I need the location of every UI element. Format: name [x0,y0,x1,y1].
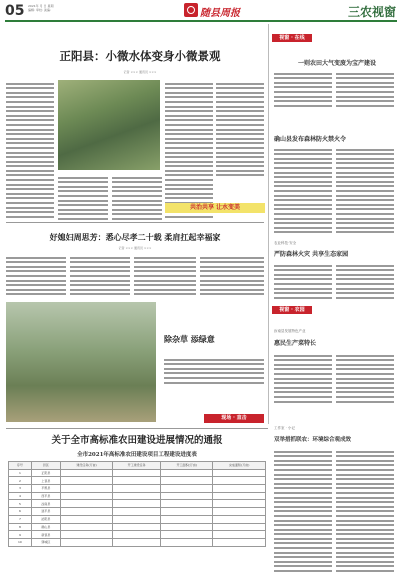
table-cell: 遂平县 [31,508,60,516]
table-cell [113,523,161,531]
table-row [9,492,266,500]
main-article-text-col4 [165,80,213,220]
table-cell [60,523,112,531]
table-cell: 泌阳县 [31,515,60,523]
main-article-photo [58,80,160,170]
table-header-row [9,462,266,470]
table-cell [160,515,212,523]
table-row [9,477,266,485]
table-cell [113,515,161,523]
table-cell [60,469,112,477]
newspaper-logo [184,2,242,18]
article-divider [6,222,264,223]
right-kicker5: 工作室 · 小记 [274,426,295,430]
table-cell [160,538,212,546]
second-article-text-col1 [6,254,66,298]
right-headline1: 一则农田大气变废为宝产建设 [297,60,376,67]
table-cell [60,508,112,516]
section-name: 三农视窗 [347,5,396,19]
column-divider [268,24,269,424]
main-article-text-col3 [112,174,162,220]
table-cell [60,477,112,485]
col-header: 开工面积(万亩) [160,462,212,470]
table-cell [213,477,266,485]
table-cell: 2 [9,477,32,485]
table-cell [213,500,266,508]
logo-icon [184,3,198,17]
second-article-text-col4 [200,254,264,298]
table-cell [60,500,112,508]
table-cell [213,515,266,523]
notice-divider [6,428,268,429]
table-row [9,523,266,531]
table-row [9,500,266,508]
col-header: 县区 [31,462,60,470]
table-cell: 确山县 [31,523,60,531]
table-row [9,508,266,516]
table-cell [213,538,266,546]
photo-caption-banner: 共治共享 让水变美 [165,203,265,213]
right-kicker4: 汝南县发展特色产业 [274,329,306,333]
table-cell [60,485,112,493]
table-row [9,531,266,539]
right-text1a [274,70,332,110]
header-divider [5,20,397,22]
right-text5b [336,448,394,576]
table-cell [113,531,161,539]
table-cell [113,469,161,477]
table-cell [60,515,112,523]
right-tag1: 视窗 · 在线 [272,34,312,42]
right-text4b [336,352,394,408]
table-row [9,469,266,477]
page-number: 05 [5,3,25,19]
second-article-byline: 记者 ××× 通讯员 ××× [118,246,152,250]
right-text2b [336,146,394,236]
main-article-byline: 记者 ××× 通讯员 ××× [123,70,157,74]
table-cell: 正阳县 [31,469,60,477]
table-cell: 西平县 [31,492,60,500]
table-cell [160,523,212,531]
table-cell [213,492,266,500]
right-text5a [274,448,332,576]
table-cell [213,469,266,477]
table-cell: 8 [9,523,32,531]
main-article-text-col1 [6,80,54,220]
second-article-title: 好媳妇周思芳：悉心尽孝二十载 柔肩扛起幸福家 [49,232,221,242]
table-row [9,538,266,546]
table-cell [213,523,266,531]
col-header: 完成面积(万亩) [213,462,266,470]
table-cell [113,492,161,500]
table-cell [60,492,112,500]
table-cell: 4 [9,492,32,500]
table-row [9,485,266,493]
table-cell [213,531,266,539]
table-cell [60,538,112,546]
main-article-text-col2 [58,174,108,220]
right-headline4: 惠民生产菜特长 [274,340,317,347]
right-kicker3: 农业科技·安全 [274,241,297,245]
table-cell [113,485,161,493]
right-text1b [336,70,394,110]
table-cell [160,531,212,539]
col-header: 建设任务(万亩) [60,462,112,470]
table-cell [160,500,212,508]
right-text4a [274,352,332,408]
right-tag4: 视窗 · 农园 [272,306,312,314]
notice-title: 关于全市高标准农田建设进展情况的通报 [51,435,223,446]
issue-meta-line1: 2021年 月 日 星期 [28,4,54,8]
table-row [9,515,266,523]
second-article-text-col3 [134,254,196,298]
table-cell: 1 [9,469,32,477]
col-header: 序号 [9,462,32,470]
issue-meta-line2: 编辑: 审校: 美编: [28,8,51,12]
col-header: 开工建设任务 [113,462,161,470]
table-cell [113,508,161,516]
table-cell: 新蔡县 [31,531,60,539]
table-cell: 9 [9,531,32,539]
table-cell [113,500,161,508]
table-cell [60,531,112,539]
feature-photo-text [164,356,264,386]
right-text2a [274,146,332,236]
table-cell: 6 [9,508,32,516]
main-article-text-col5 [216,80,264,180]
table-cell [160,477,212,485]
notice-table-title: 全市2021年高标准农田建设项目工程建设进度表 [77,452,197,458]
table-cell: 驿城区 [31,538,60,546]
feature-photo [6,302,156,422]
table-cell [160,508,212,516]
table-cell: 7 [9,515,32,523]
table-cell [160,485,212,493]
right-text3b [336,262,394,302]
main-article-title: 正阳县：小微水体变身小微景观 [59,49,221,63]
feature-photo-title: 除杂草 添绿意 [164,334,215,344]
table-cell: 5 [9,500,32,508]
table-cell [213,508,266,516]
second-article-text-col2 [70,254,130,298]
table-cell [160,492,212,500]
issue-meta [28,4,54,12]
right-text3a [274,262,332,302]
table-cell [113,538,161,546]
table-cell [213,485,266,493]
feature-tag: 现场 · 直击 [204,414,264,423]
table-cell: 平舆县 [31,485,60,493]
right-headline2: 确山县发布森林防火禁火令 [274,136,347,143]
table-cell [113,477,161,485]
right-headline3: 严防森林火灾 共享生态家园 [274,251,349,258]
table-cell: 汝南县 [31,500,60,508]
table-cell [160,469,212,477]
table-cell: 上蔡县 [31,477,60,485]
table-cell: 10 [9,538,32,546]
logo-text: 随县周报 [200,8,240,19]
table-cell: 3 [9,485,32,493]
right-headline5: 双举措抓联农：环境综合观成效 [274,437,352,443]
progress-table [8,461,266,547]
